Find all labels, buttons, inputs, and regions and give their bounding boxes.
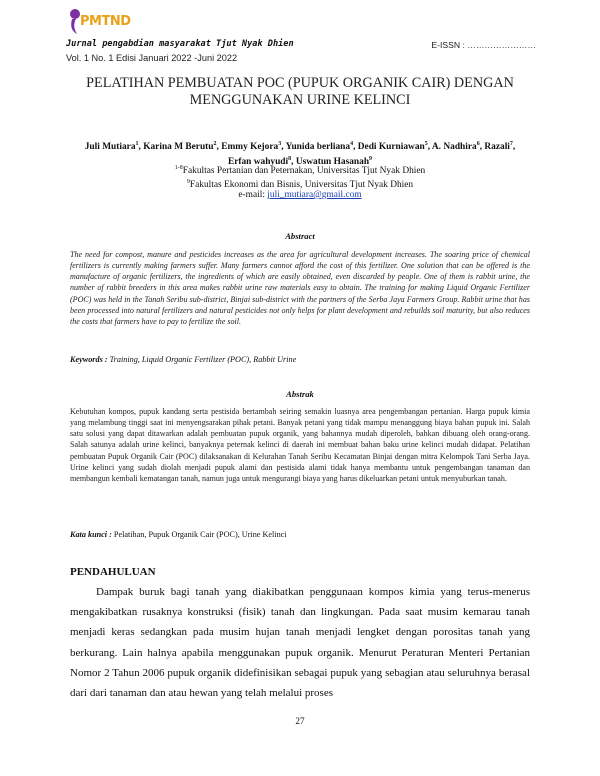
keywords-label: Keywords : bbox=[70, 355, 108, 364]
affiliation-1: $^{1-8}$Fakultas Pertanian dan Peternakan, Universitas Tjut Nyak Dhien bbox=[174, 165, 426, 177]
email-link[interactable]: juli_mutiara@gmail.com bbox=[267, 190, 362, 200]
kata-kunci bbox=[70, 530, 530, 539]
section-heading: PENDAHULUAN bbox=[70, 566, 156, 578]
volume-line: Vol. 1 No. 1 Edisi Januari 2022 -Juni 2022 bbox=[66, 53, 238, 63]
kata-kunci-label: Kata kunci : bbox=[70, 530, 112, 539]
abstract-text: The need for compost, manure and pesticides increases as the area for agricultural development increases. The soaring price of chemical fertilizers is currently making farmers suffer. Many farmers cannot afford the cost of this fertilizer. One solution that can be offered is the manufacture of organic fertilizers, the ingredients of which are easily obtained, even discarded by people. One of them is rabbit urine, the number of rabbit breeders in this area makes rabbit urine raw materials easy to obtain. The training for making Liquid Organic Fertilizer (POC) was held in the Tanah Seribu sub-district, Binjai sub-district with the partners of the Serba Jaya Farmers Group. Rabbit urine that has been processed into natural fertilizers and natural pesticides not only helps for plant development and rebuilds soil maturity, but also reduces the costs that farmers have to pay to fertilize the soil. bbox=[70, 250, 530, 326]
author: Uswatun Hasanah bbox=[295, 156, 370, 167]
kata-kunci-value: Pelatihan, Pupuk Organik Cair (POC), Urine Kelinci bbox=[113, 530, 287, 539]
author: Emmy Kejora bbox=[221, 142, 279, 153]
abstract-heading: Abstract bbox=[285, 231, 315, 241]
author: Karina M Berutu bbox=[143, 142, 214, 153]
affiliation-2: $^9$Fakultas Ekonomi dan Bisnis, Universitas Tjut Nyak Dhien bbox=[186, 179, 414, 191]
paper-title bbox=[70, 75, 530, 109]
author: A. Nadhira bbox=[431, 142, 477, 153]
abstrak-heading: Abstrak bbox=[286, 389, 314, 399]
logo-text: PMTND bbox=[80, 14, 131, 29]
author: Juli Mutiara bbox=[84, 142, 136, 153]
author: Erfan wahyudi bbox=[227, 156, 289, 167]
eissn: E-ISSN : …………………… bbox=[431, 40, 536, 50]
author-list: Juli Mutiara$^1$, Karina M Berutu$^2$, Emmy Kejora$^3$, Yunida berliana$^4$, Dedi Kurniawan$^5$, A. Nadhira$^6$, Razali$^7$, Erfan wahyudi$^8$, Uswatun Hasanah$^9$ bbox=[84, 141, 516, 167]
introduction-text: Dampak buruk bagi tanah yang diakibatkan penggunaan kompos kimia yang terus-menerus mengakibatkan rusaknya konstruksi (fisik) tanah dan lingkungan. Pada saat musim kemarau tanah menjadi keras sedangkan pada musim hujan tanah menjadi lengket dengan porositas tanah yang berkurang. Lain halnya apabila menggunakan pupuk organik. Menurut Peraturan Menteri Pertanian Nomor 2 Tahun 2006 pupuk organik didefinisikan sebagai pupuk yang sebagian atau seluruhnya berasal dari dari tanaman dan atau hewan yang telah melalui proses bbox=[70, 586, 530, 700]
keywords-value: Training, Liquid Organic Fertilizer (POC), Rabbit Urine bbox=[109, 355, 297, 364]
journal-header bbox=[66, 6, 536, 64]
author: Yunida berliana bbox=[285, 142, 351, 153]
abstrak-text: Kebutuhan kompos, pupuk kandang serta pestisida bertambah seiring semakin luasnya area pengembangan pertanian. Harga pupuk kimia yang melambung tinggi saat ini menyengsarakan pihak petani. Banyak petani yang tidak mampu menanggung biaya bahan pupuk ini. Salah satu solusi yang dapat ditawarkan adalah pembuatan pupuk organik, yang bahannya mudah diperoleh, bahkan dibuang oleh orang-orang. Salah satunya adalah urine kelinci, banyaknya peternak kelinci di daerah ini membuat bahan baku urine kelinci mudah didapat. Pelatihan pembuatan Pupuk Organik Cair (POC) dilaksanakan di Kelurahan Tanah Seribu Kecamatan Binjai dengan mitra Kelompok Tani Serba Jaya. Urine kelinci yang sudah diolah menjadi pupuk alami dan pestisida alami tidak hanya membantu untuk pengembangan tanaman dan membangun kembali kematangan tanah, namun juga untuk mengurangi biaya yang harus dikeluarkan petani untuk menyuburkan tanah. bbox=[70, 407, 530, 483]
keywords bbox=[70, 355, 530, 364]
journal-name: Jurnal pengabdian masyarakat Tjut Nyak Dhien bbox=[66, 39, 294, 49]
author: Dedi Kurniawan bbox=[357, 142, 425, 153]
title-line-1: PELATIHAN PEMBUATAN POC (PUPUK ORGANIK CAIR) DENGAN bbox=[86, 75, 514, 91]
email-line: e-mail: juli_mutiara@gmail.com bbox=[238, 190, 362, 200]
page-number: 27 bbox=[295, 716, 305, 726]
title-line-2: MENGGUNAKAN URINE KELINCI bbox=[189, 92, 411, 108]
author: Razali bbox=[484, 142, 510, 153]
journal-logo bbox=[66, 6, 146, 38]
